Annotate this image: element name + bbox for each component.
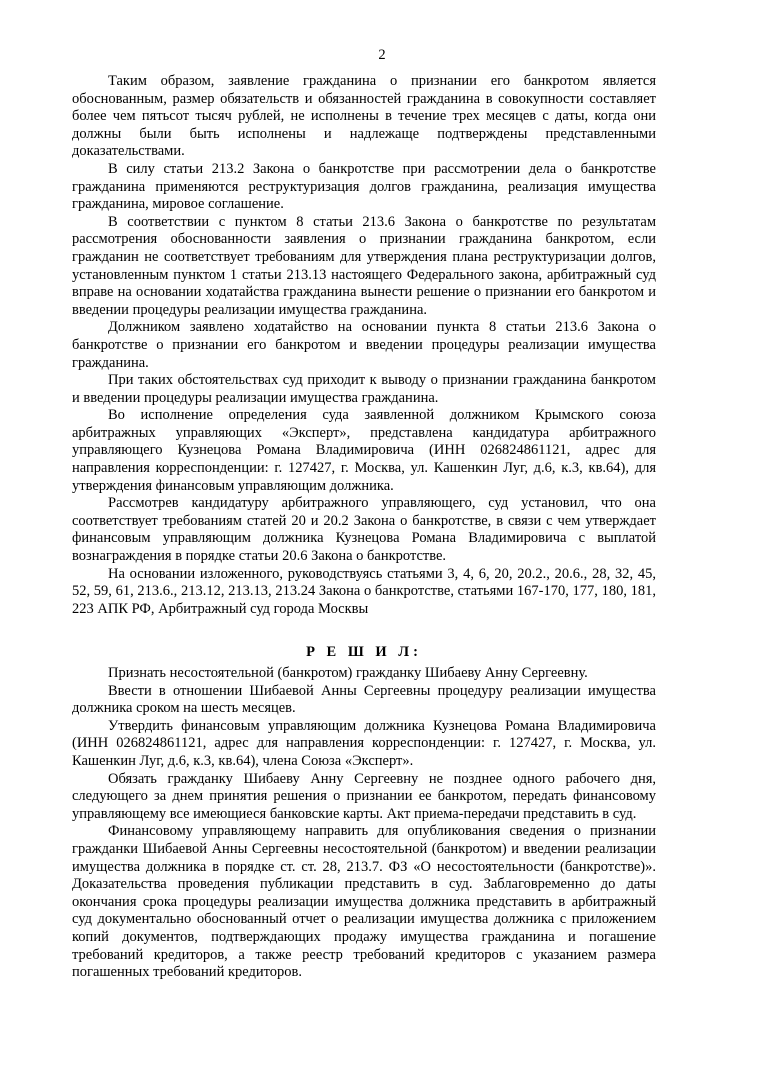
paragraph: Утвердить финансовым управляющим должника Кузнецова Романа Владимировича (ИНН 026824861121, адрес для направления корреспонденции: г. 127427, г. Москва, ул. Кашенкин Луг, д.6, к.3, кв.64), члена Союза «Эксперт».	[72, 717, 656, 769]
page-number: 2	[378, 47, 386, 63]
decision-heading: Р Е Ш И Л:	[306, 644, 422, 661]
paragraph: На основании изложенного, руководствуясь статьями 3, 4, 6, 20, 20.2., 20.6., 28, 32, 45, 52, 59, 61, 213.6., 213.12, 213.13, 213.24 Закона о банкротстве, статьями 167-170, 177, 180, 181, 223 АПК РФ, Арбитражный суд города Москвы	[72, 565, 656, 617]
paragraph: При таких обстоятельствах суд приходит к выводу о признании гражданина банкротом и введении процедуры реализации имущества гражданина.	[72, 372, 656, 406]
paragraph: Признать несостоятельной (банкротом) гражданку Шибаеву Анну Сергеевну.	[108, 665, 588, 681]
paragraph: Ввести в отношении Шибаевой Анны Сергеевны процедуру реализации имущества должника сроком на шесть месяцев.	[72, 682, 656, 717]
paragraph: Финансовому управляющему направить для опубликования сведения о признании гражданки Шибаевой Анны Сергеевны несостоятельной (банкротом) и введении реализации имущества должника в порядке ст. ст. 28, 213.7. ФЗ «О несостоятельности (банкротстве)». Доказательства проведения публикации представить в суд. Заблаговременно до даты окончания срока процедуры реализации имущества должника представить в арбитражный суд документально обоснованный отчет о реализации имущества должника с приложением копий документов, подтверждающих продажу имущества гражданина и погашение требований кредиторов, а также реестр требований кредиторов с указанием размера погашенных требований кредиторов.	[72, 823, 656, 981]
paragraph: Таким образом, заявление гражданина о признании его банкротом является обоснованным, размер обязательств и обязанностей гражданина в совокупности составляет более чем пятьсот тысяч рублей, не исполнены в течение трех месяцев с даты, когда они должны были быть исполнены и надлежаще подтверждены представленными доказательствами.	[72, 73, 656, 160]
paragraph: В соответствии с пунктом 8 статьи 213.6 Закона о банкротстве по результатам рассмотрения обоснованности заявления о признании гражданина банкротом, если гражданин не соответствует требованиям для утверждения плана реструктуризации долгов, установленным пунктом 1 статьи 213.13 настоящего Федерального закона, арбитражный суд вправе на основании ходатайства гражданина вынести решение о признании его банкротом и введении процедуры реализации имущества гражданина.	[72, 213, 656, 318]
paragraph: Должником заявлено ходатайство на основании пункта 8 статьи 213.6 Закона о банкротстве о признании его банкротом и введении процедуры реализации имущества гражданина.	[72, 319, 656, 371]
paragraph: Обязать гражданку Шибаеву Анну Сергеевну не позднее одного рабочего дня, следующего за днем принятия решения о признании ее банкротом, передать финансовому управляющему все имеющиеся банковские карты. Акт приема-передачи представить в суд.	[72, 770, 656, 822]
paragraph: Рассмотрев кандидатуру арбитражного управляющего, суд установил, что она соответствует требованиям статей 20 и 20.2 Закона о банкротстве, в связи с чем утверждает финансовым управляющим должника Кузнецова Романа Владимировича с выплатой вознаграждения в порядке статьи 20.6 Закона о банкротстве.	[72, 495, 656, 565]
document-body	[72, 73, 656, 982]
paragraph: Во исполнение определения суда заявленной должником Крымского союза арбитражных управляющих «Эксперт», представлена кандидатура арбитражного управляющего Кузнецова Романа Владимировича (ИНН 026824861121, адрес для направления корреспонденции: г. 127427, г. Москва, ул. Кашенкин Луг, д.6, к.3, кв.64), для утверждения финансовым управляющим должника.	[72, 407, 656, 494]
paragraph: В силу статьи 213.2 Закона о банкротстве при рассмотрении дела о банкротстве гражданина применяются реструктуризация долгов гражданина, реализация имущества гражданина, мировое соглашение.	[72, 160, 656, 213]
